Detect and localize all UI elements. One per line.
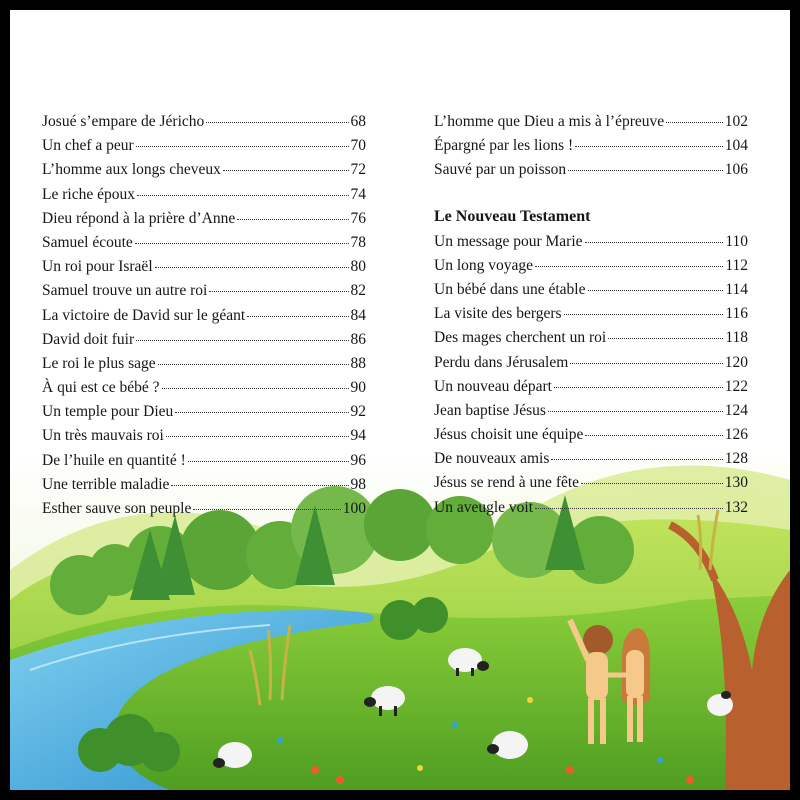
toc-entry-page-number: 120 (724, 353, 748, 371)
dot-leader (155, 265, 349, 268)
toc-entry (42, 427, 366, 451)
toc-entry-title: La victoire de David sur le géant (42, 306, 246, 324)
toc-entry-page-number: 106 (724, 161, 748, 179)
dot-leader (175, 410, 348, 413)
dot-leader (193, 507, 340, 510)
toc-entry-page-number: 132 (724, 498, 748, 516)
dot-leader (551, 457, 722, 460)
toc-entry (42, 137, 366, 161)
toc-entry-title: Un message pour Marie (434, 232, 583, 250)
toc-entry (434, 329, 748, 353)
toc-entry-page-number: 122 (724, 377, 748, 395)
toc-entry-title: David doit fuir (42, 330, 135, 348)
toc-entry (42, 355, 366, 379)
toc-entry (434, 161, 748, 185)
toc-entry (434, 354, 748, 378)
toc-entry (434, 113, 748, 137)
toc-entry-title: L’homme que Dieu a mis à l’épreuve (434, 113, 665, 130)
toc-entry-page-number: 68 (350, 113, 366, 130)
toc-entry-page-number: 86 (350, 330, 366, 348)
toc-entry-title: Une terrible maladie (42, 475, 170, 493)
toc-entry-title: Le roi le plus sage (42, 354, 156, 372)
toc-entry-page-number: 98 (350, 475, 366, 493)
dot-leader (570, 361, 722, 364)
toc-entry (42, 500, 366, 524)
toc-entry-title: Un long voyage (434, 256, 534, 274)
dot-leader (535, 506, 723, 509)
toc-entry-page-number: 118 (725, 329, 748, 347)
dot-leader (666, 120, 723, 123)
toc-entry-title: Un aveugle voit (434, 498, 534, 516)
toc-entry (42, 307, 366, 331)
toc-entry-title: Un nouveau départ (434, 377, 552, 395)
dot-leader (608, 336, 723, 339)
toc-entry (42, 113, 366, 137)
toc-entry (42, 234, 366, 258)
toc-entry (42, 331, 366, 355)
toc-entry (42, 452, 366, 476)
toc-entry (434, 257, 748, 281)
toc-entry-page-number: 110 (725, 232, 748, 250)
dot-leader (585, 240, 724, 243)
toc-entry-title: Un bébé dans une étable (434, 280, 586, 298)
toc-entry-page-number: 84 (350, 306, 366, 324)
dot-leader (588, 288, 724, 291)
dot-leader (166, 434, 349, 437)
toc-entry-page-number: 112 (725, 256, 748, 274)
dot-leader (223, 168, 349, 171)
dot-leader (162, 386, 349, 389)
dot-leader (171, 483, 348, 486)
toc-entry-page-number: 104 (724, 137, 748, 155)
toc-entry-title: Des mages cherchent un roi (434, 329, 607, 347)
dot-leader (564, 312, 724, 315)
toc-left-column (42, 113, 366, 524)
toc-entry-page-number: 114 (725, 280, 748, 298)
toc-entry (42, 282, 366, 306)
toc-entry-page-number: 78 (350, 233, 366, 251)
toc-entry-title: De l’huile en quantité ! (42, 451, 186, 469)
toc-entry-title: Le riche époux (42, 185, 135, 203)
dot-leader (188, 459, 349, 462)
toc-entry-title: Jésus choisit une équipe (434, 426, 584, 444)
toc-entry-title: Sauvé par un poisson (434, 161, 567, 179)
toc-entry-page-number: 94 (350, 427, 366, 445)
toc-entry (434, 378, 748, 402)
toc-entry-title: De nouveaux amis (434, 450, 550, 468)
toc-entry (434, 499, 748, 523)
toc-entry (434, 426, 748, 450)
toc-entry (42, 379, 366, 403)
toc-entry-page-number: 88 (350, 354, 366, 372)
toc-entry-title: Jean baptise Jésus (434, 401, 546, 419)
dot-leader (209, 289, 348, 292)
toc-entry-page-number: 90 (350, 379, 366, 397)
toc-entry-page-number: 82 (350, 282, 366, 300)
toc-entry-title: Esther sauve son peuple (42, 500, 192, 517)
dot-leader (581, 481, 723, 484)
toc-entry-title: Dieu répond à la prière d’Anne (42, 209, 236, 227)
dot-leader (237, 217, 348, 220)
toc-entry-page-number: 74 (350, 185, 366, 203)
toc-entry-title: Jésus se rend à une fête (434, 474, 580, 492)
toc-entry (42, 403, 366, 427)
toc-entry-page-number: 70 (350, 137, 366, 155)
toc-entry-page-number: 76 (350, 209, 366, 227)
toc-right-column (434, 113, 748, 523)
toc-entry-title: L’homme aux longs cheveux (42, 161, 221, 179)
toc-entry (434, 137, 748, 161)
toc-entry-page-number: 130 (724, 474, 748, 492)
toc-entry-title: Un roi pour Israël (42, 258, 153, 276)
toc-entry-page-number: 80 (350, 258, 366, 276)
toc-entry (42, 161, 366, 185)
dot-leader (135, 241, 349, 244)
dot-leader (206, 120, 348, 123)
toc-entry (42, 186, 366, 210)
dot-leader (158, 362, 349, 365)
toc-entry (434, 402, 748, 426)
toc-entry (434, 233, 748, 257)
dot-leader (137, 193, 349, 196)
section-heading-new-testament: Le Nouveau Testament (434, 207, 591, 225)
dot-leader (585, 433, 722, 436)
toc-entry-page-number: 126 (724, 426, 748, 444)
toc-entry (434, 474, 748, 498)
toc-entry-page-number: 124 (724, 401, 748, 419)
toc-entry (434, 305, 748, 329)
toc-entry-page-number: 72 (350, 161, 366, 179)
dot-leader (575, 144, 723, 147)
toc-entry-title: Un chef a peur (42, 137, 134, 155)
toc-entry-page-number: 128 (724, 450, 748, 468)
toc-entry (434, 450, 748, 474)
dot-leader (247, 314, 348, 317)
toc-entry-title: La visite des bergers (434, 305, 562, 323)
dot-leader (136, 144, 349, 147)
toc-entry-title: Un temple pour Dieu (42, 403, 174, 421)
toc-entry-page-number: 92 (350, 403, 366, 421)
dot-leader (554, 385, 723, 388)
toc-entry-title: Josué s’empare de Jéricho (42, 113, 205, 130)
dot-leader (548, 409, 723, 412)
toc-entry-title: Un très mauvais roi (42, 427, 164, 445)
dot-leader (568, 168, 723, 171)
toc-entry-page-number: 100 (342, 500, 366, 517)
toc-entry-page-number: 116 (725, 305, 748, 323)
toc-entry-title: Perdu dans Jérusalem (434, 353, 569, 371)
toc-entry (42, 258, 366, 282)
toc-entry-title: À qui est ce bébé ? (42, 379, 160, 397)
dot-leader (535, 264, 723, 267)
toc-entry-title: Épargné par les lions ! (434, 137, 574, 155)
dot-leader (136, 338, 348, 341)
toc-entry-page-number: 102 (724, 113, 748, 130)
toc-entry-title: Samuel trouve un autre roi (42, 282, 208, 300)
toc-entry-title: Samuel écoute (42, 233, 133, 251)
toc-entry (434, 281, 748, 305)
book-page (10, 10, 790, 790)
toc-entry (42, 210, 366, 234)
toc-entry (42, 476, 366, 500)
toc-entry-page-number: 96 (350, 451, 366, 469)
